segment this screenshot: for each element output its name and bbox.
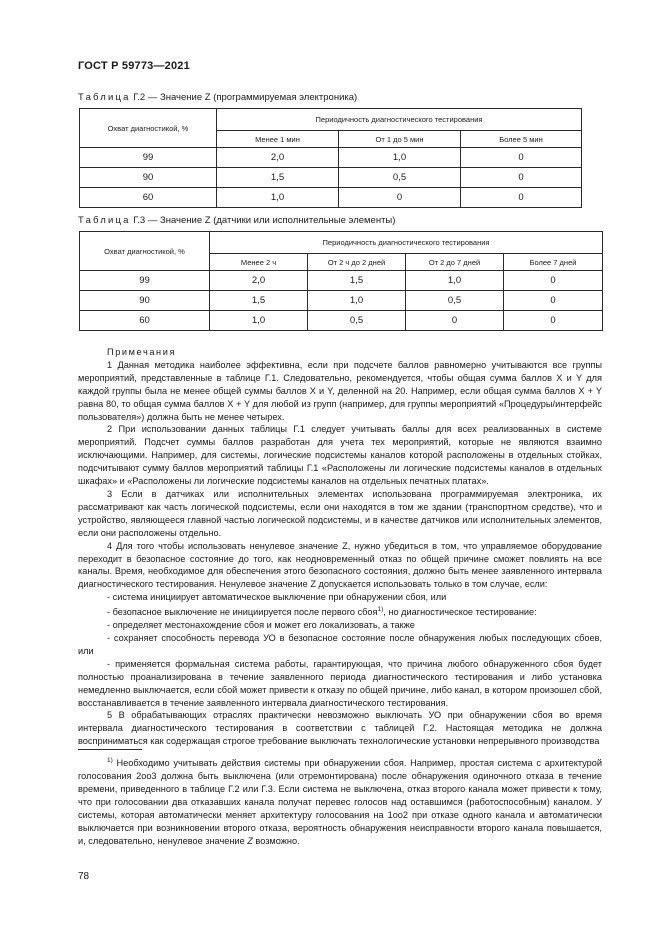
table-cell: 90	[80, 168, 217, 188]
table-g2-subheader: От 1 до 5 мин	[339, 131, 461, 148]
table-cell: 0	[504, 311, 603, 331]
note-5: 5 В обрабатывающих отраслях практически невозможно выключать УО при обнаружении сбоя во время интервала диагностического тестирования в соответствии с таблицей Г.2. Настоящая методика не должна восприниматься как содержащая строгое требование выключать технологические установки непрерывного производства	[78, 710, 602, 747]
footnote-text	[78, 755, 602, 847]
table-cell: 1,5	[308, 271, 406, 291]
table-g3-group-header: Периодичность диагностического тестирования	[210, 232, 603, 254]
note-4-item: - сохраняет способность перевода УО в безопасное состояние после обнаружения любых последующих сбоев, или	[78, 633, 602, 656]
table-cell: 0	[461, 188, 582, 208]
table-cell: 1,0	[308, 291, 406, 311]
table-cell: 60	[80, 311, 210, 331]
note-4: 4 Для того чтобы использовать ненулевое значение Z, нужно убедиться в том, что управляемое оборудование переходит в безопасное состояние до того, как неодновременный отказ по общей причине сможет повлиять на все каналы. Время, необходимое для обеспечения этого безопасного состояния, должно быть менее заявленного интервала диагностического тестирования. Ненулевое значение Z допускается использовать только в том случае, если:	[78, 540, 602, 590]
footnote-body: Необходимо учитывать действия системы при обнаружении сбоя. Например, простая система с архитектурой голосования 2оо3 должна быть выключена (или отремонтирована) после обнаружения одиночного отказа в течение времени, приведенного в таблице Г.2 или Г.3. Если система не выключена, отказ второго канала может привести к тому, что при голосовании два отказавших канала получат перевес голосов над оставшимся (работоспособным) каналом. У системы, которая автоматически меняет архитектуру голосования на 1оо2 при отказе одного канала и автоматически выключается при возникновении второго отказа, вероятность обнаружения неисправности второго канала повышается, и, следовательно, ненулевое значение	[78, 758, 602, 846]
table-row	[80, 188, 582, 208]
table-g3-caption-text: Г.3 — Значение Z (датчики или исполнительные элементы)	[130, 215, 396, 226]
table-g3-subheader: От 2 ч до 2 дней	[308, 254, 406, 271]
table-cell: 0,5	[406, 291, 504, 311]
note-4-item: - система инициирует автоматическое выключение при обнаружении сбоя, или	[107, 592, 447, 603]
footnote-separator	[78, 749, 142, 750]
page-number: 78	[78, 871, 90, 882]
table-g3-caption	[78, 215, 395, 226]
table-cell: 1,0	[210, 311, 308, 331]
table-cell: 1,0	[406, 271, 504, 291]
table-g2-caption-text: Г.2 — Значение Z (программируемая электроника)	[130, 92, 358, 103]
note-3: 3 Если в датчиках или исполнительных элементах использована программируемая электроника, их рассматривают как часть логической подсистемы, если они находятся в том же здании (транспортном средстве), что и устройство, являющееся главной частью логической подсистемы, и в качестве датчиков или исполнительных элементов, если они расположены отдельно.	[78, 488, 602, 538]
note-2: 2 При использовании данных таблицы Г.1 следует учитывать баллы для всех реализованных в системе мероприятий. Подсчет суммы баллов разработан для учета тех мероприятий, которые не являются взаимно исключающими. Например, для системы, логические подсистемы каналов которой расположены в отдельных стойках, подсчитывают сумму баллов мероприятий таблицы Г.1 «Расположены ли логические подсистемы каналов в отдельных шкафах» и «Расположены ли логические подсистемы каналов на отдельных печатных платах».	[78, 424, 602, 487]
note-4-item-text: , но диагностическое тестирование:	[383, 607, 537, 618]
footnote-body-end: возможно.	[252, 835, 300, 846]
table-cell: 0	[461, 148, 582, 168]
table-cell: 99	[80, 148, 217, 168]
table-cell: 2,0	[217, 148, 339, 168]
table-g2	[79, 108, 582, 208]
table-g2-caption	[78, 92, 357, 103]
table-row	[80, 271, 603, 291]
footnote-ref: 1)	[377, 606, 384, 614]
footnote-variable: Z	[247, 835, 253, 846]
table-g2-group-header: Периодичность диагностического тестирования	[217, 109, 582, 131]
table-g2-subheader: Более 5 мин	[461, 131, 582, 148]
footnote-marker: 1)	[107, 757, 113, 764]
table-g3-caption-word: Таблица	[78, 215, 131, 226]
footnote	[78, 755, 602, 847]
note-4-item-text: - безопасное выключение не инициируется после первого сбоя	[107, 607, 378, 618]
notes-title: Примечания	[107, 347, 177, 357]
table-cell: 60	[80, 188, 217, 208]
note-4-item: - применяется формальная система работы, гарантирующая, что причина любого обнаруженного сбоя будет полностью проанализирована в течение заявленного периода диагностического тестирования и либо установка немедленно выключается, если сбой может привести к отказу по общей причине, либо канал, в котором произошел сбой, восстанавливается в течение заявленного интервала диагностического тестирования.	[78, 658, 602, 708]
table-row	[80, 148, 582, 168]
table-row	[80, 291, 603, 311]
table-cell: 1,5	[210, 291, 308, 311]
table-cell: 1,0	[339, 148, 461, 168]
table-g3-subheader: Менее 2 ч	[210, 254, 308, 271]
table-cell: 99	[80, 271, 210, 291]
table-cell: 2,0	[210, 271, 308, 291]
table-g3-subheader: Более 7 дней	[504, 254, 603, 271]
table-cell: 0	[504, 291, 603, 311]
standard-designation: ГОСТ Р 59773—2021	[78, 60, 190, 72]
table-cell: 0	[461, 168, 582, 188]
table-cell: 0	[406, 311, 504, 331]
note-4-item	[78, 604, 602, 619]
table-cell: 1,5	[217, 168, 339, 188]
table-g2-caption-word: Таблица	[78, 92, 131, 103]
table-g3	[79, 231, 603, 331]
note-4-item: - определяет местонахождение сбоя и может его локализовать, а также	[107, 620, 415, 631]
table-cell: 0,5	[339, 168, 461, 188]
notes-section	[78, 346, 602, 748]
table-cell: 0,5	[308, 311, 406, 331]
table-g3-subheader: От 2 до 7 дней	[406, 254, 504, 271]
table-g2-col0-header: Охват диагностикой, %	[80, 109, 217, 148]
table-row	[80, 168, 582, 188]
table-cell: 1,0	[217, 188, 339, 208]
table-g2-subheader: Менее 1 мин	[217, 131, 339, 148]
table-cell: 90	[80, 291, 210, 311]
table-cell: 0	[504, 271, 603, 291]
table-g3-col0-header: Охват диагностикой, %	[80, 232, 210, 271]
table-row	[80, 311, 603, 331]
table-cell: 0	[339, 188, 461, 208]
note-1: 1 Данная методика наиболее эффективна, если при подсчете баллов равномерно учитываются все группы мероприятий, представленные в таблице Г.1. Следовательно, рекомендуется, чтобы общая сумма баллов X и Y для каждой группы была не менее общей суммы баллов X и Y, деленной на 20. Например, если общая сумма баллов X + Y равна 80, то общая сумма баллов X + Y для любой из групп (например, для группы мероприятий «Процедуры/интерфейс пользователя») должна быть не менее четырех.	[78, 359, 602, 422]
